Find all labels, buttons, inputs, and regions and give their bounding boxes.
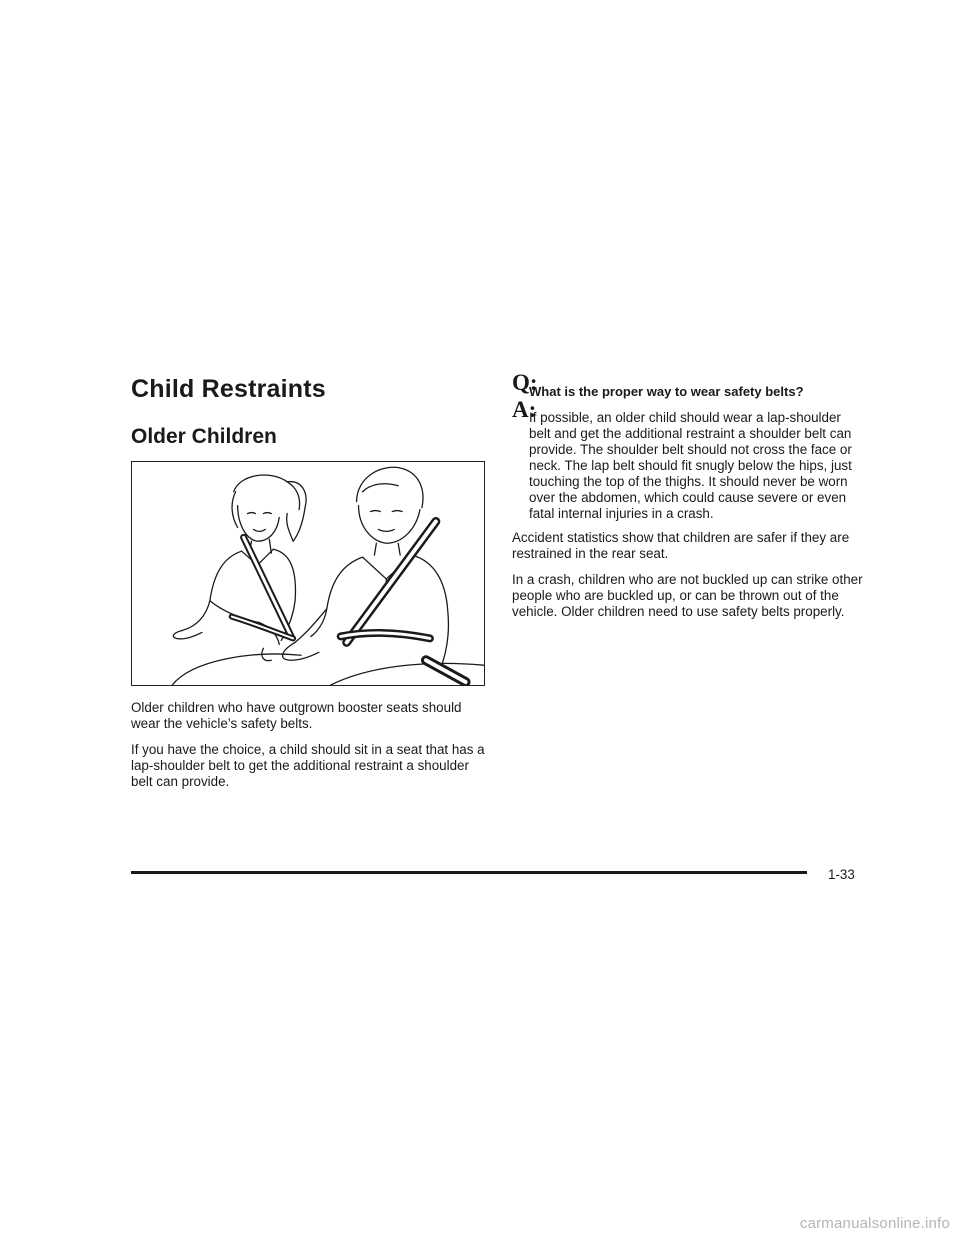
question-block	[512, 370, 864, 400]
children-seatbelt-illustration	[131, 461, 485, 686]
left-column	[131, 700, 491, 800]
paragraph: If you have the choice, a child should sit in a seat that has a lap-shoulder belt to get the additional restraint a shoulder belt can provide.	[131, 742, 485, 789]
paragraph: Older children who have outgrown booster seats should wear the vehicle’s safety belts.	[131, 700, 462, 731]
answer-block	[512, 397, 864, 522]
subsection-title: Older Children	[131, 425, 277, 448]
answer-text: If possible, an older child should wear a lap-shoulder belt and get the additional restraint a shoulder belt can provide. The shoulder belt should not cross the face or neck. The lap belt should fit snugly below the hips, just touching the top of the thighs. It should never be worn over the abdomen, which could cause severe or even fatal internal injuries in a crash.	[529, 410, 852, 521]
paragraph: In a crash, children who are not buckled up can strike other people who are buckled up, or can be thrown out of the vehicle. Older children need to use safety belts properly.	[512, 572, 863, 619]
question-text: What is the proper way to wear safety belts?	[529, 384, 804, 399]
section-title: Child Restraints	[131, 375, 326, 403]
right-column	[512, 370, 864, 630]
watermark: carmanualsonline.info	[799, 1215, 950, 1232]
answer-mark-label: A:	[512, 397, 537, 422]
footer-rule	[131, 871, 807, 874]
paragraph: Accident statistics show that children are safer if they are restrained in the rear seat.	[512, 530, 850, 561]
question-mark-label: Q:	[512, 370, 538, 395]
page-number: 1-33	[828, 867, 855, 882]
